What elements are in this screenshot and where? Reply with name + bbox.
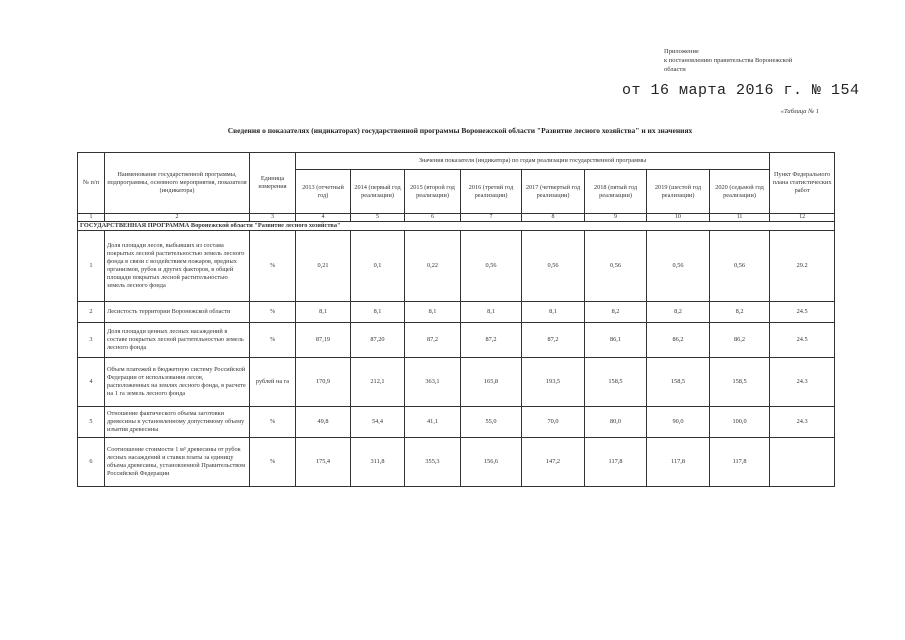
column-number: 9 (585, 214, 647, 222)
column-number-row (78, 214, 835, 222)
value-cell: 156,6 (461, 438, 522, 487)
indicator-unit: % (250, 323, 296, 358)
year-header: 2016 (третий год реализации) (461, 170, 522, 214)
value-cell: 165,8 (461, 358, 522, 407)
value-cell: 117,8 (710, 438, 770, 487)
value-cell: 8,1 (351, 302, 405, 323)
value-cell: 212,1 (351, 358, 405, 407)
year-header: 2019 (шестой год реализации) (647, 170, 710, 214)
column-number: 2 (105, 214, 250, 222)
indicator-unit: % (250, 231, 296, 302)
value-cell: 147,2 (522, 438, 585, 487)
value-cell: 158,5 (710, 358, 770, 407)
fed-plan-cell: 24.3 (770, 358, 835, 407)
decree-date-number: от 16 марта 2016 г. № 154 (622, 82, 860, 99)
value-cell: 170,9 (296, 358, 351, 407)
column-number: 6 (405, 214, 461, 222)
value-cell: 8,1 (405, 302, 461, 323)
fed-plan-cell: 24.5 (770, 323, 835, 358)
value-cell: 41,1 (405, 407, 461, 438)
value-cell: 355,3 (405, 438, 461, 487)
value-cell: 0,22 (405, 231, 461, 302)
col-header-values-span: Значения показателя (индикатора) по годам реализации государственной программы (296, 153, 770, 170)
value-cell: 86,2 (647, 323, 710, 358)
year-header: 2013 (отчетный год) (296, 170, 351, 214)
table-row (78, 438, 835, 487)
row-num: 6 (78, 438, 105, 487)
value-cell: 49,8 (296, 407, 351, 438)
value-cell: 158,5 (647, 358, 710, 407)
column-number: 11 (710, 214, 770, 222)
indicator-name: Отношение фактического объема заготовки древесины к установленному допустимому объему изъятия древесины (105, 407, 250, 438)
col-header-num: № п/п (78, 153, 105, 214)
value-cell: 80,0 (585, 407, 647, 438)
row-num: 5 (78, 407, 105, 438)
value-cell: 193,5 (522, 358, 585, 407)
year-header: 2018 (пятый год реализации) (585, 170, 647, 214)
col-header-fed-plan: Пункт Федерального плана статистических работ (770, 153, 835, 214)
table-row (78, 407, 835, 438)
value-cell: 87,20 (351, 323, 405, 358)
value-cell: 0,1 (351, 231, 405, 302)
indicator-name: Доля площади лесов, выбывших из состава покрытых лесной растительностью земель лесного фонда в связи с воздействием пожаров, вредных организмов, рубок и других факторов, в общей площади покрытых лесной растительностью земель лесного фонда (105, 231, 250, 302)
program-label: ГОСУДАРСТВЕННАЯ ПРОГРАММА Воронежской области "Развитие лесного хозяйства" (78, 222, 835, 231)
column-number: 10 (647, 214, 710, 222)
value-cell: 117,8 (585, 438, 647, 487)
indicator-unit: % (250, 438, 296, 487)
col-header-unit: Единица измерения (250, 153, 296, 214)
fed-plan-cell: 24.3 (770, 407, 835, 438)
column-number: 1 (78, 214, 105, 222)
value-cell: 363,1 (405, 358, 461, 407)
indicator-name: Лесистость территории Воронежской области (105, 302, 250, 323)
value-cell: 87,2 (461, 323, 522, 358)
table-row (78, 323, 835, 358)
indicator-unit: % (250, 407, 296, 438)
value-cell: 0,56 (461, 231, 522, 302)
value-cell: 0,21 (296, 231, 351, 302)
document-title: Сведения о показателях (индикаторах) государственной программы Воронежской области "Развитие лесного хозяйства" и их значениях (227, 126, 693, 135)
header-row (78, 153, 835, 170)
value-cell: 311,8 (351, 438, 405, 487)
value-cell: 54,4 (351, 407, 405, 438)
value-cell: 70,0 (522, 407, 585, 438)
value-cell: 86,2 (710, 323, 770, 358)
row-num: 2 (78, 302, 105, 323)
value-cell: 8,2 (585, 302, 647, 323)
table-row (78, 302, 835, 323)
year-header: 2015 (второй год реализации) (405, 170, 461, 214)
column-number: 5 (351, 214, 405, 222)
appendix-line: Приложение (664, 48, 699, 55)
column-number: 12 (770, 214, 835, 222)
table-row (78, 231, 835, 302)
program-row (78, 222, 835, 231)
value-cell: 0,56 (647, 231, 710, 302)
fed-plan-cell (770, 438, 835, 487)
value-cell: 55,0 (461, 407, 522, 438)
row-num: 4 (78, 358, 105, 407)
column-number: 8 (522, 214, 585, 222)
row-num: 1 (78, 231, 105, 302)
value-cell: 8,1 (522, 302, 585, 323)
indicator-name: Доля площади ценных лесных насаждений в составе покрытых лесной растительностью земель лесного фонда (105, 323, 250, 358)
column-number: 3 (250, 214, 296, 222)
value-cell: 8,1 (296, 302, 351, 323)
value-cell: 86,1 (585, 323, 647, 358)
indicator-unit: рублей на га (250, 358, 296, 407)
table-number: «Таблица № 1 (780, 108, 819, 115)
value-cell: 100,0 (710, 407, 770, 438)
indicator-name: Соотношение стоимости 1 м³ древесины от рубок лесных насаждений и ставки платы за единицу объема древесины, установленной Правительством Российской Федерации (105, 438, 250, 487)
value-cell: 158,5 (585, 358, 647, 407)
fed-plan-cell: 29.2 (770, 231, 835, 302)
value-cell: 87,19 (296, 323, 351, 358)
value-cell: 8,2 (710, 302, 770, 323)
year-header: 2014 (первый год реализации) (351, 170, 405, 214)
indicator-name: Объем платежей в бюджетную систему Российской Федерации от использования лесов, расположенных на землях лесного фонда, в расчете на 1 га земель лесного фонда (105, 358, 250, 407)
value-cell: 117,8 (647, 438, 710, 487)
value-cell: 0,56 (522, 231, 585, 302)
year-header: 2017 (четвертый год реализации) (522, 170, 585, 214)
indicators-table (77, 152, 835, 487)
value-cell: 8,1 (461, 302, 522, 323)
value-cell: 0,56 (585, 231, 647, 302)
value-cell: 8,2 (647, 302, 710, 323)
appendix-line: к постановлению правительства Воронежской (664, 57, 793, 64)
appendix-note (664, 47, 864, 74)
year-header: 2020 (седьмой год реализации) (710, 170, 770, 214)
column-number: 4 (296, 214, 351, 222)
column-number: 7 (461, 214, 522, 222)
table-row (78, 358, 835, 407)
value-cell: 87,2 (405, 323, 461, 358)
col-header-name: Наименование государственной программы, подпрограммы, основного мероприятия, показателя (индикатора) (105, 153, 250, 214)
row-num: 3 (78, 323, 105, 358)
value-cell: 87,2 (522, 323, 585, 358)
appendix-line: области (664, 66, 686, 73)
value-cell: 0,56 (710, 231, 770, 302)
value-cell: 175,4 (296, 438, 351, 487)
value-cell: 90,0 (647, 407, 710, 438)
fed-plan-cell: 24.5 (770, 302, 835, 323)
indicator-unit: % (250, 302, 296, 323)
